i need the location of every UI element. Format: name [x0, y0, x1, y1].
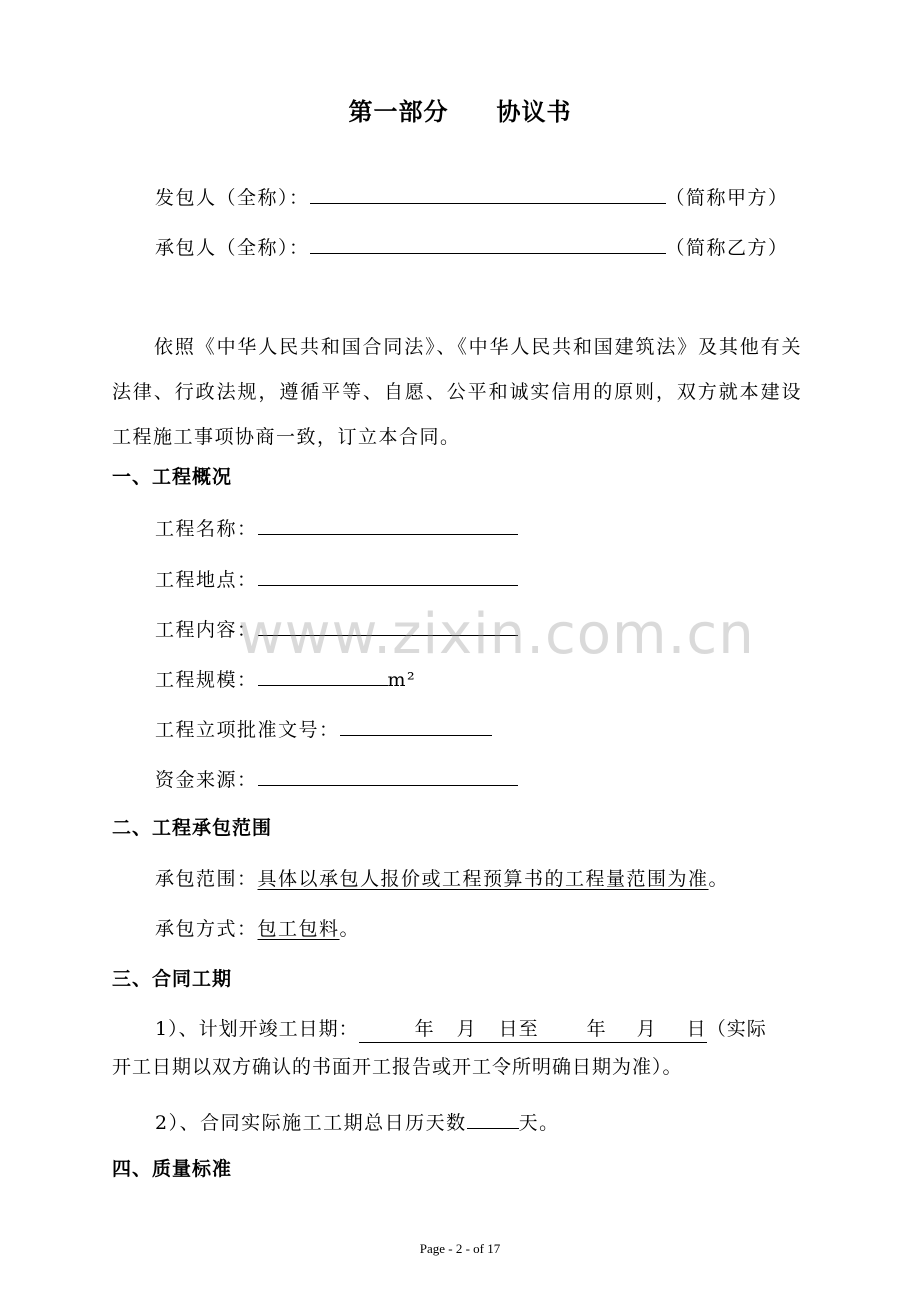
- project-name-line: [155, 514, 518, 542]
- schedule-item1-label: 1）、计划开竣工日期：: [155, 1018, 359, 1040]
- start-day-to: 日至: [498, 1018, 539, 1040]
- project-name-blank[interactable]: [258, 514, 518, 535]
- title-name: 协议书: [496, 98, 572, 126]
- schedule-item1-line: [155, 1016, 767, 1043]
- start-year: 年: [414, 1018, 435, 1040]
- page-footer: Page - 2 - of 17: [419, 1241, 501, 1256]
- project-scale-unit: m²: [387, 669, 417, 691]
- end-year: 年: [586, 1018, 607, 1040]
- approval-number-blank[interactable]: [340, 715, 492, 736]
- contractor-suffix: （简称乙方）: [665, 237, 789, 259]
- contractor-line: [155, 233, 789, 261]
- employer-line: [155, 183, 789, 211]
- section4-heading: 四、质量标准: [112, 1158, 233, 1180]
- scope-end: 。: [708, 868, 730, 890]
- approval-number-line: [155, 715, 492, 743]
- funding-source-label: 资金来源：: [155, 769, 258, 791]
- project-name-label: 工程名称：: [155, 518, 258, 540]
- total-days-blank[interactable]: [467, 1108, 519, 1129]
- section2-heading: 二、工程承包范围: [112, 817, 273, 839]
- scope-value: 具体以承包人报价或工程预算书的工程量范围为准: [257, 868, 709, 890]
- mode-label: 承包方式：: [155, 918, 258, 940]
- preamble-paragraph: 依照《中华人民共和国合同法》、《中华人民共和国建筑法》及其他有关法律、行政法规，遵循平等、自愿、公平和诚实信用的原则，双方就本建设工程施工事项协商一致，订立本合同。: [112, 336, 802, 448]
- section3-heading: 三、合同工期: [112, 968, 233, 990]
- start-month: 月: [456, 1018, 477, 1040]
- project-location-blank[interactable]: [258, 565, 518, 586]
- funding-source-blank[interactable]: [258, 765, 518, 786]
- contractor-label: 承包人（全称）：: [155, 237, 310, 259]
- mode-line: [155, 916, 360, 942]
- schedule-item2-label: 2）、合同实际施工工期总日历天数: [155, 1112, 467, 1134]
- schedule-item1-tail-a: （实际: [706, 1018, 767, 1040]
- scope-line: [155, 866, 729, 892]
- funding-source-line: [155, 765, 518, 793]
- project-scale-label: 工程规模：: [155, 669, 258, 691]
- project-content-label: 工程内容：: [155, 619, 258, 641]
- project-scale-blank[interactable]: [258, 665, 388, 686]
- project-scale-line: [155, 665, 416, 693]
- employer-label: 发包人（全称）：: [155, 187, 310, 209]
- page-title: [0, 92, 920, 127]
- employer-blank[interactable]: [310, 183, 666, 204]
- employer-suffix: （简称甲方）: [665, 187, 789, 209]
- schedule-date-blank[interactable]: [359, 1016, 707, 1043]
- approval-number-label: 工程立项批准文号：: [155, 719, 340, 741]
- section1-heading: 一、工程概况: [112, 466, 233, 488]
- scope-label: 承包范围：: [155, 868, 258, 890]
- project-location-label: 工程地点：: [155, 569, 258, 591]
- end-day: 日: [686, 1018, 707, 1040]
- watermark: www.zixin.com.cn: [238, 602, 755, 667]
- schedule-item2-end: 天。: [518, 1112, 560, 1134]
- schedule-item2-line: [155, 1108, 560, 1136]
- mode-value: 包工包料: [257, 918, 340, 940]
- project-location-line: [155, 565, 518, 593]
- schedule-item1-tail-line: 开工日期以双方确认的书面开工报告或开工令所明确日期为准）。: [112, 1056, 683, 1078]
- contractor-blank[interactable]: [310, 233, 666, 254]
- title-part: 第一部分: [348, 98, 449, 126]
- mode-end: 。: [339, 918, 361, 940]
- end-month: 月: [636, 1018, 657, 1040]
